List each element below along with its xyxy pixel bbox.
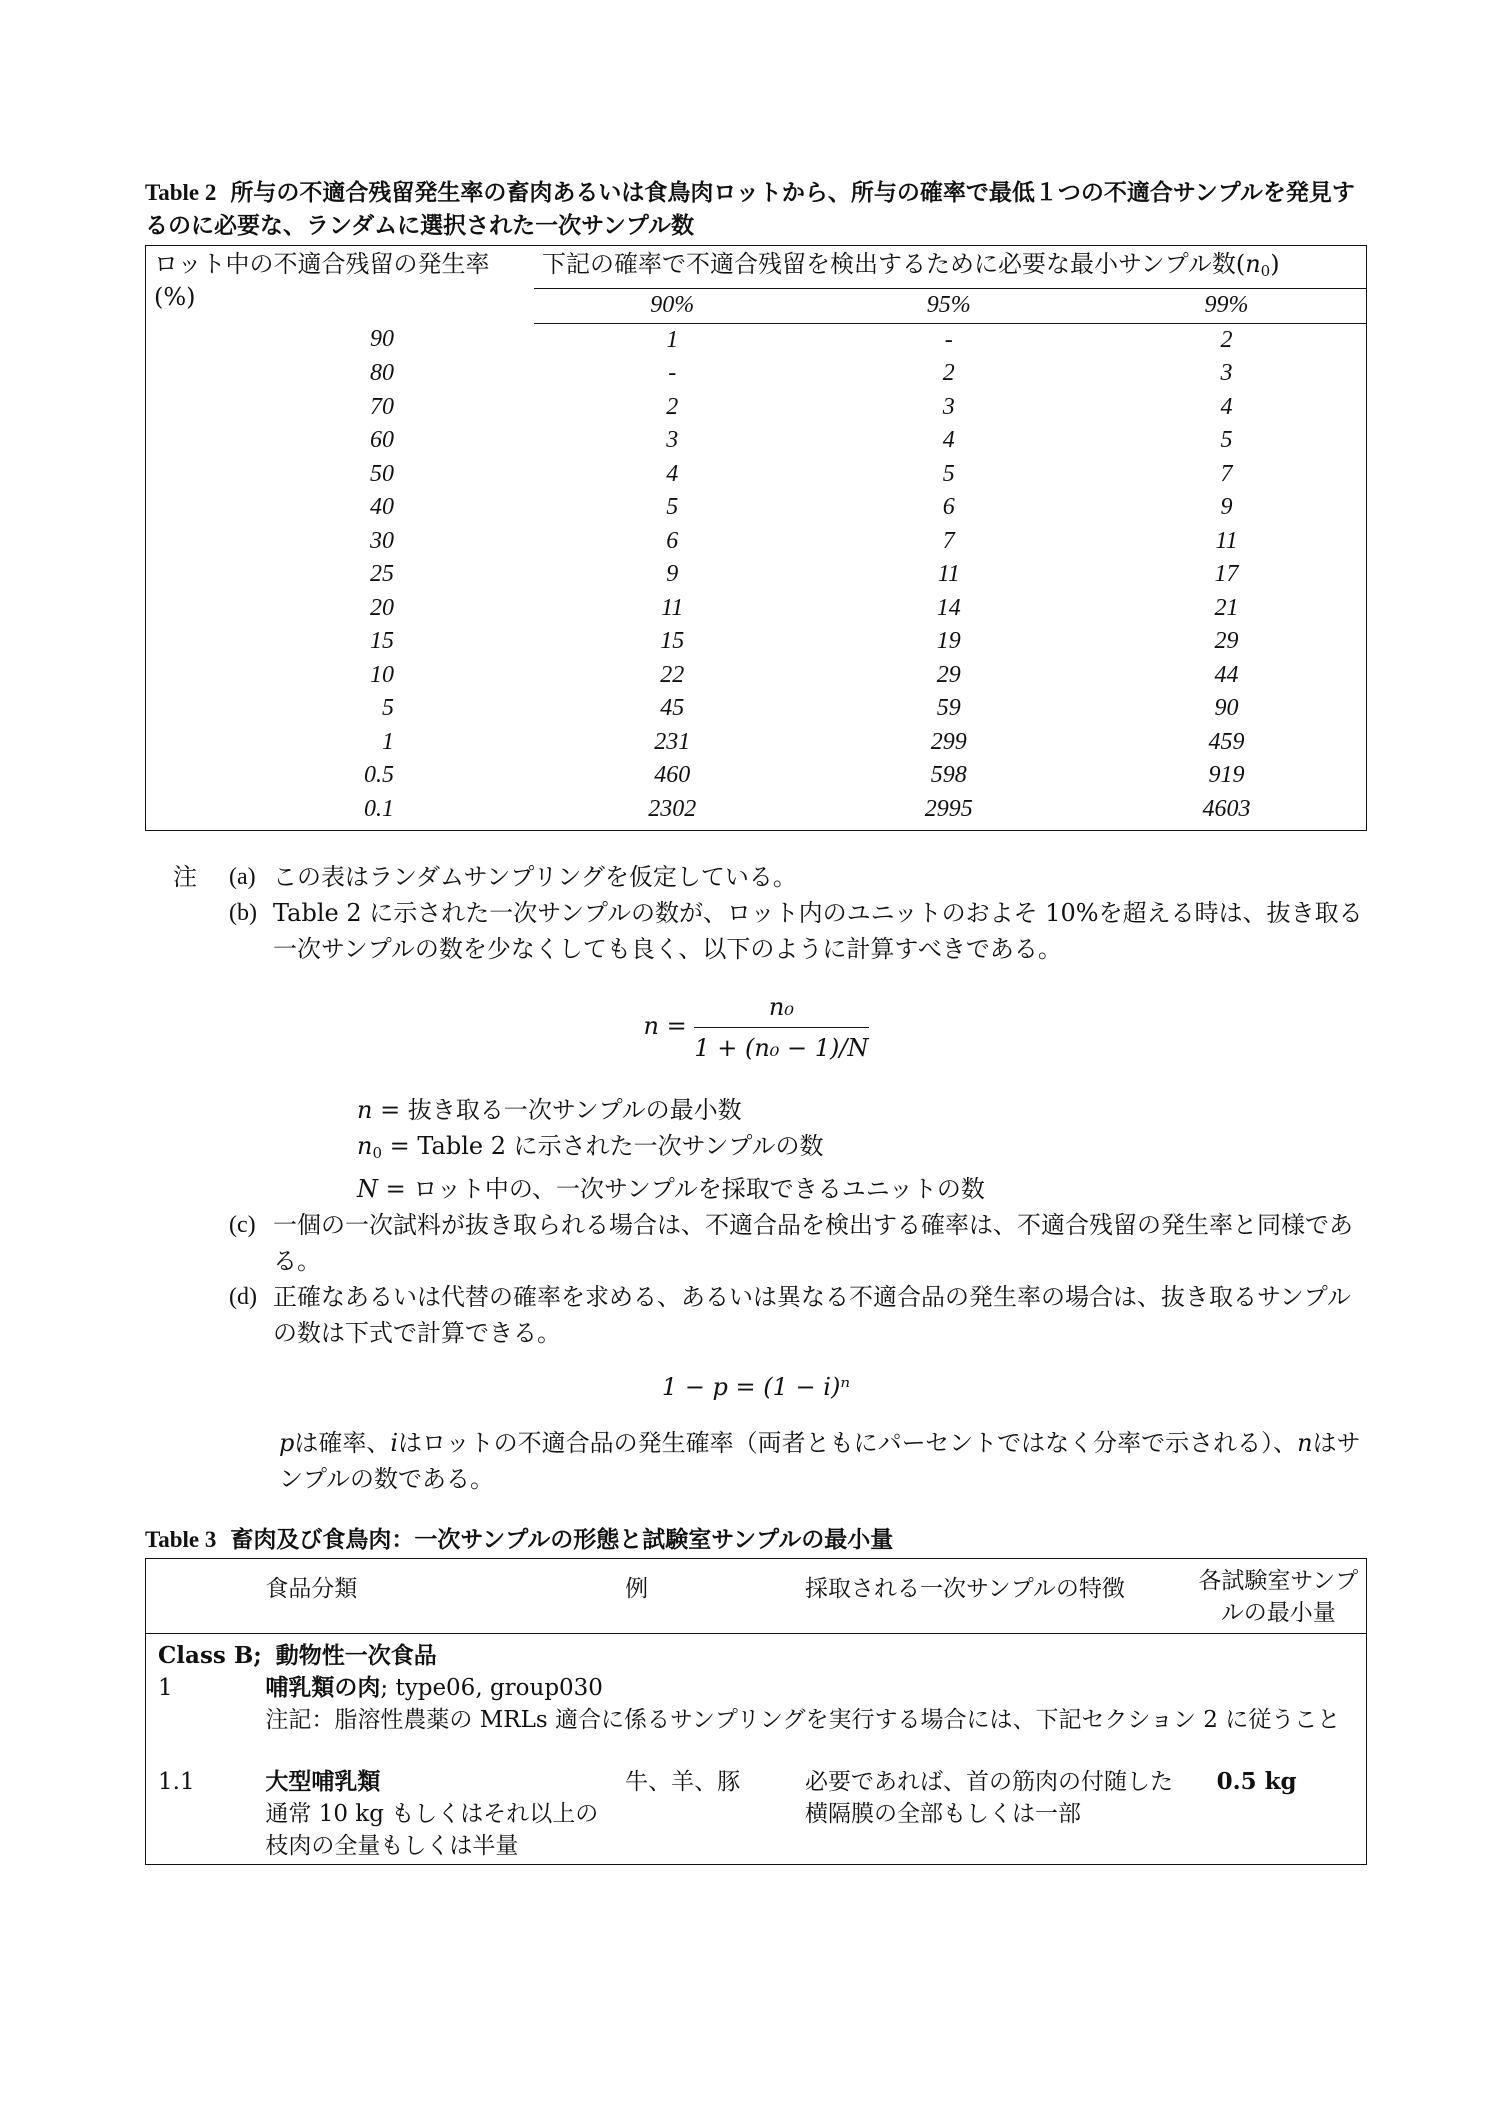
note-d [145,1279,1367,1351]
table3-class-label: Class B; [158,1642,262,1669]
table2-cell-rate: 20 [370,594,394,621]
table2-cell-p95: 59 [936,695,961,721]
formula1-numerator: n₀ [694,989,868,1028]
note-d-label: (d) [229,1284,257,1310]
table2-cell-p90: 231 [654,728,691,755]
table2-cell-p90: 2302 [648,795,697,822]
table2-cell-p90: 45 [660,695,685,721]
table2-row [146,592,1367,626]
table2-cell-rate: 25 [370,561,394,587]
note-b [145,895,1367,967]
table2-cell-p99: 7 [1220,460,1233,487]
document-page [145,176,1367,1865]
table2-row [146,391,1367,425]
var-p: p [279,1429,295,1457]
notes-section [145,859,1367,1497]
table3 [145,1558,1367,1865]
table2-cell-p99: 44 [1214,661,1239,688]
table2-cell-p99: 21 [1214,594,1239,621]
table3-group-cell [265,1672,1366,1736]
formula-definitions [145,1092,1367,1207]
table2-cell-p90: 15 [660,628,685,654]
def-N [357,1171,1367,1207]
table3-row-example: 牛、羊、豚 [625,1769,741,1795]
table2-cell-p90: 3 [666,427,679,453]
table2-cell-rate: 5 [382,695,394,721]
table2-cell-rate: 30 [370,527,394,554]
table2-row [146,759,1367,793]
table3-group-no: 1 [158,1675,173,1701]
table2-cell-rate: 0.1 [364,795,394,822]
table3-class-name: 動物性一次食品 [275,1642,437,1669]
table2-row [146,726,1367,760]
table2-cell-p90: 9 [666,561,679,587]
def-n [357,1092,1367,1128]
table2-cell-p99: 29 [1214,628,1239,654]
table3-header-row [146,1559,1367,1634]
formula-sample-size [145,989,1367,1066]
table3-row-qty: 0.5 kg [1216,1768,1297,1795]
table2-cell-p95: 598 [930,762,967,788]
note-d-expl-3: はサンプルの数である。 [279,1429,1361,1493]
table3-group-codes: ; type06, group030 [380,1675,603,1701]
table2-header-rate [146,246,535,324]
table2-row [146,491,1367,525]
table3-row-desc: 通常 10 kg もしくはそれ以上の枝肉の全量もしくは半量 [265,1801,599,1859]
table2-cell-p99: 4 [1220,393,1233,420]
def-n0-text: = Table 2 に示された一次サンプルの数 [389,1132,824,1160]
table2-prob-95: 95% [811,289,1088,324]
table3-caption [145,1523,1367,1556]
table3-header-example: 例 [625,1559,805,1634]
table2-cell-rate: 40 [370,494,394,520]
def-n0-sub: 0 [372,1144,383,1162]
table3-row-category [265,1736,625,1865]
table2-cell-rate: 10 [370,661,394,688]
note-c-text: 一個の一次試料が抜き取られる場合は、不適合品を検出する確率は、不適合残留の発生率と同様である。 [273,1211,1353,1275]
table2-cell-rate: 0.5 [364,762,394,788]
note-d-explanation [145,1425,1367,1497]
table2-row [146,659,1367,693]
def-n-var: n [357,1096,373,1124]
var-n: n [1297,1429,1313,1457]
table2-cell-rate: 60 [370,427,394,453]
table2-row [146,357,1367,391]
table2-row [146,424,1367,458]
table2-cell-p90: 2 [666,393,679,420]
table2-cell-p95: 6 [942,494,955,520]
table2-cell-p90: 22 [660,661,685,688]
def-N-text: = ロット中の、一次サンプルを採取できるユニットの数 [385,1175,985,1203]
table3-label: Table 3 [145,1527,217,1552]
formula1-denominator: 1 + (n₀ − 1)/N [694,1034,869,1062]
table2-cell-p99: 5 [1220,427,1233,453]
table2-cell-p95: 14 [936,594,961,621]
table2-cell-rate: 70 [370,393,394,420]
table2-caption-text: 所与の不適合残留発生率の畜肉あるいは食鳥肉ロットから、所与の確率で最低１つの不適合サンプルを発見するのに必要な、ランダムに選択された一次サンプル数 [145,179,1355,239]
table3-row-nature: 必要であれば、首の筋肉の付随した横隔膜の全部もしくは一部 [804,1769,1173,1827]
table2-body [146,323,1367,831]
table2-cell-rate: 1 [382,728,394,755]
table2-cell-p95: 4 [942,427,955,453]
formula1-lhs: n = [643,1012,687,1040]
table2-cell-p95: 2995 [924,795,973,822]
table2-cell-rate: 50 [370,460,394,487]
table2-cell-p95: 11 [937,561,960,587]
table2-cell-p99: 9 [1220,494,1233,520]
table2-cell-p90: 5 [666,494,679,520]
table2-header-rate-text: ロット中の不適合残留の発生率 (%) [154,250,514,311]
table2-row [146,793,1367,831]
table2-row [146,323,1367,357]
table3-header-nature: 採取される一次サンプルの特徴 [805,1559,1197,1634]
table2-row [146,525,1367,559]
table3-class-row [146,1634,1367,1673]
table2-cell-p95: 19 [936,628,961,654]
table2-header-samples-text: 下記の確率で不適合残留を検出するために必要な最小サンプル数( [542,250,1246,278]
table2-cell-p90: 4 [666,460,679,487]
note-c-label: (c) [229,1212,256,1238]
table2-cell-p99: 4603 [1202,795,1251,822]
formula1-fraction [694,989,868,1066]
table2 [145,245,1367,831]
formula-probability: 1 − p = (1 − i)ⁿ [661,1373,851,1401]
note-b-label: (b) [229,900,257,926]
table2-label: Table 2 [145,180,217,205]
var-i: i [390,1429,399,1457]
table2-cell-p95: 299 [930,728,967,755]
table2-cell-p90: 1 [666,326,679,353]
table2-cell-p90: 11 [661,594,684,621]
table2-cell-p99: 11 [1215,527,1238,554]
table3-row-no: 1.1 [158,1769,195,1795]
note-b-text: Table 2 に示された一次サンプルの数が、ロット内のユニットのおよそ 10%を超える時は、抜き取る一次サンプルの数を少なくしても良く、以下のように計算すべきである。 [273,899,1363,963]
table2-cell-p99: 459 [1208,728,1245,755]
table2-row [146,558,1367,592]
note-a-text: この表はランダムサンプリングを仮定している。 [273,863,797,891]
table2-cell-p95: 7 [942,527,955,554]
table2-cell-p99: 2 [1220,326,1233,353]
table3-header-blank [146,1559,266,1634]
table2-cell-rate: 15 [370,628,394,654]
table2-prob-99: 99% [1087,289,1366,324]
table2-cell-p95: 29 [936,661,961,688]
table2-caption [145,176,1367,242]
table3-row-name: 大型哺乳類 [265,1768,381,1795]
table2-cell-p95: 3 [942,393,955,420]
table2-row [146,625,1367,659]
def-n-text: = 抜き取る一次サンプルの最小数 [380,1096,742,1124]
note-c [145,1207,1367,1279]
note-d-expl-2: はロットの不適合品の発生確率（両者ともにパーセントではなく分率で示される）、 [398,1429,1298,1457]
table2-header-var: n [1245,250,1261,278]
note-a-label: (a) [229,864,256,890]
table2-cell-p99: 3 [1220,360,1233,386]
def-n0 [357,1128,1367,1171]
table2-cell-p95: - [944,326,953,353]
table2-header-close: ) [1270,250,1280,278]
table2-header-sub: 0 [1260,262,1271,280]
table2-row [146,692,1367,726]
table2-cell-p90: 460 [654,762,691,788]
table2-prob-90: 90% [534,289,811,324]
table2-cell-p90: - [668,360,677,386]
note-d-expl-1: は確率、 [294,1429,391,1457]
table3-header-min-qty: 各試験室サンプルの最小量 [1197,1559,1367,1634]
table2-cell-p99: 919 [1208,762,1245,788]
table2-cell-p95: 5 [942,460,955,487]
table3-caption-text: 畜肉及び食鳥肉：一次サンプルの形態と試験室サンプルの最小量 [230,1526,894,1553]
notes-lead: 注 [173,863,197,891]
def-n0-var: n [357,1132,373,1160]
table2-row [146,458,1367,492]
table3-header-category: 食品分類 [265,1559,625,1634]
table2-cell-rate: 80 [370,360,394,386]
table2-cell-p90: 6 [666,527,679,554]
table2-cell-p99: 90 [1214,695,1239,721]
table2-cell-rate: 90 [370,326,394,353]
table3-group-note: 注記：脂溶性農薬の MRLs 適合に係るサンプリングを実行する場合には、下記セクション 2 に従うこと [265,1707,1341,1733]
table2-cell-p99: 17 [1214,561,1239,587]
table2-cell-p95: 2 [942,360,955,386]
def-N-var: N [357,1175,378,1203]
note-a [145,859,1367,895]
table2-header-samples [534,246,1367,289]
table3-group-name: 哺乳類の肉 [265,1674,381,1701]
table3-group-row [146,1672,1367,1736]
note-d-text: 正確なあるいは代替の確率を求める、あるいは異なる不適合品の発生率の場合は、抜き取るサンプルの数は下式で計算できる。 [273,1283,1351,1347]
table3-row-1-1 [146,1736,1367,1865]
